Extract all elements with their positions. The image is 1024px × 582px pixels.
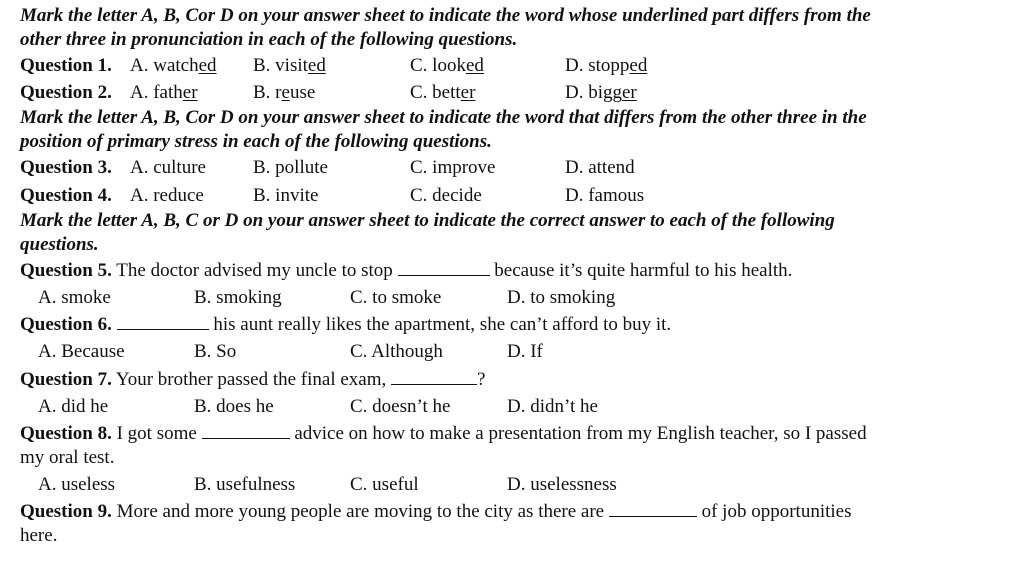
question-label: Question 5.	[20, 259, 112, 281]
underlined-part: er	[182, 82, 198, 104]
instruction-pronunciation-line-1: Mark the letter A, B, Cor D on your answer sheet to indicate the word whose underlined part differs from the	[20, 5, 871, 26]
option-c[interactable]: C. looked	[410, 55, 484, 76]
question-text-before: I got some	[116, 422, 197, 444]
option-c[interactable]: C. to smoke	[350, 286, 442, 308]
question-5	[20, 257, 1006, 284]
option-c[interactable]: C. better	[410, 82, 476, 104]
question-label: Question 3.	[20, 157, 112, 179]
question-label: Question 9.	[20, 501, 112, 523]
answer-blank[interactable]	[398, 257, 490, 276]
option-b[interactable]: B. So	[194, 341, 237, 363]
question-7	[20, 366, 1006, 393]
instruction-correct-answer-line-1: Mark the letter A, B, C or D on your answer sheet to indicate the correct answer to each of the following	[20, 209, 835, 231]
option-d[interactable]: D. famous	[565, 184, 645, 206]
option-a[interactable]: A. Because	[38, 341, 125, 363]
option-a[interactable]: A. culture	[130, 157, 206, 179]
question-9-continued: here.	[20, 525, 58, 547]
question-text-after: because it’s quite harmful to his health.	[494, 259, 793, 281]
option-b[interactable]: B. pollute	[253, 157, 328, 179]
option-b[interactable]: B. usefulness	[194, 474, 296, 496]
option-b[interactable]: B. reuse	[253, 82, 316, 104]
option-c[interactable]: C. improve	[410, 157, 496, 179]
question-3	[20, 154, 1006, 181]
question-text-after: advice on how to make a presentation from my English teacher, so I passed	[294, 422, 867, 444]
option-a[interactable]: A. did he	[38, 395, 109, 417]
underlined-part: ed	[307, 55, 326, 76]
question-6-options	[20, 338, 1006, 365]
option-a[interactable]: A. watched	[130, 55, 217, 76]
option-c[interactable]: C. useful	[350, 474, 419, 496]
option-d[interactable]: D. uselessness	[507, 474, 617, 496]
option-b[interactable]: B. smoking	[194, 286, 282, 308]
instruction-stress-line-1: Mark the letter A, B, Cor D on your answer sheet to indicate the word that differs from the other three in the	[20, 107, 867, 129]
question-9	[20, 498, 1006, 525]
question-text-before: More and more young people are moving to the city as there are	[116, 501, 605, 523]
question-2	[20, 79, 1006, 106]
underlined-part: er	[622, 82, 637, 104]
option-c[interactable]: C. doesn’t he	[350, 395, 451, 417]
instruction-stress-line-2: position of primary stress in each of the following questions.	[20, 131, 492, 153]
option-a[interactable]: A. smoke	[38, 286, 111, 308]
option-a[interactable]: A. useless	[38, 474, 116, 496]
option-b[interactable]: B. does he	[194, 395, 274, 417]
instruction-correct-answer-line-2: questions.	[20, 233, 99, 255]
question-label: Question 8.	[20, 422, 112, 444]
option-b[interactable]: B. visited	[253, 55, 326, 76]
question-label: Question 1.	[20, 55, 112, 76]
question-label: Question 4.	[20, 184, 112, 206]
question-1	[20, 52, 1006, 79]
option-d[interactable]: D. If	[507, 341, 543, 363]
option-d[interactable]: D. attend	[565, 157, 635, 179]
instruction-pronunciation-line-2: other three in pronunciation in each of the following questions.	[20, 29, 518, 50]
option-c[interactable]: C. Although	[350, 341, 443, 363]
question-8-continued: my oral test.	[20, 447, 115, 469]
question-4	[20, 182, 1006, 209]
question-text-before: Your brother passed the final exam,	[115, 368, 387, 390]
option-d[interactable]: D. didn’t he	[507, 395, 598, 417]
question-text-after: his aunt really likes the apartment, she can’t afford to buy it.	[213, 314, 672, 336]
question-label: Question 6.	[20, 314, 112, 336]
question-6	[20, 311, 1006, 338]
underlined-part: er	[460, 82, 476, 104]
answer-blank[interactable]	[391, 366, 477, 385]
answer-blank[interactable]	[609, 498, 697, 517]
option-a[interactable]: A. father	[130, 82, 198, 104]
question-text-after: of job opportunities	[701, 501, 852, 523]
option-b[interactable]: B. invite	[253, 184, 319, 206]
question-8-options	[20, 471, 1006, 498]
option-a[interactable]: A. reduce	[130, 184, 204, 206]
option-c[interactable]: C. decide	[410, 184, 482, 206]
underlined-part: e	[281, 82, 290, 104]
question-8	[20, 420, 1006, 447]
question-text-after: ?	[477, 368, 486, 390]
answer-blank[interactable]	[202, 420, 290, 439]
question-label: Question 2.	[20, 82, 112, 104]
question-text-before: The doctor advised my uncle to stop	[116, 259, 393, 281]
question-7-options	[20, 393, 1006, 420]
underlined-part: ed	[465, 55, 484, 76]
answer-blank[interactable]	[117, 311, 209, 330]
option-d[interactable]: D. to smoking	[507, 286, 616, 308]
option-d[interactable]: D. bigger	[565, 82, 637, 104]
question-label: Question 7.	[20, 368, 112, 390]
underlined-part: ed	[198, 55, 217, 76]
option-d[interactable]: D. stopped	[565, 55, 648, 76]
question-5-options	[20, 284, 1006, 311]
underlined-part: ed	[629, 55, 648, 76]
